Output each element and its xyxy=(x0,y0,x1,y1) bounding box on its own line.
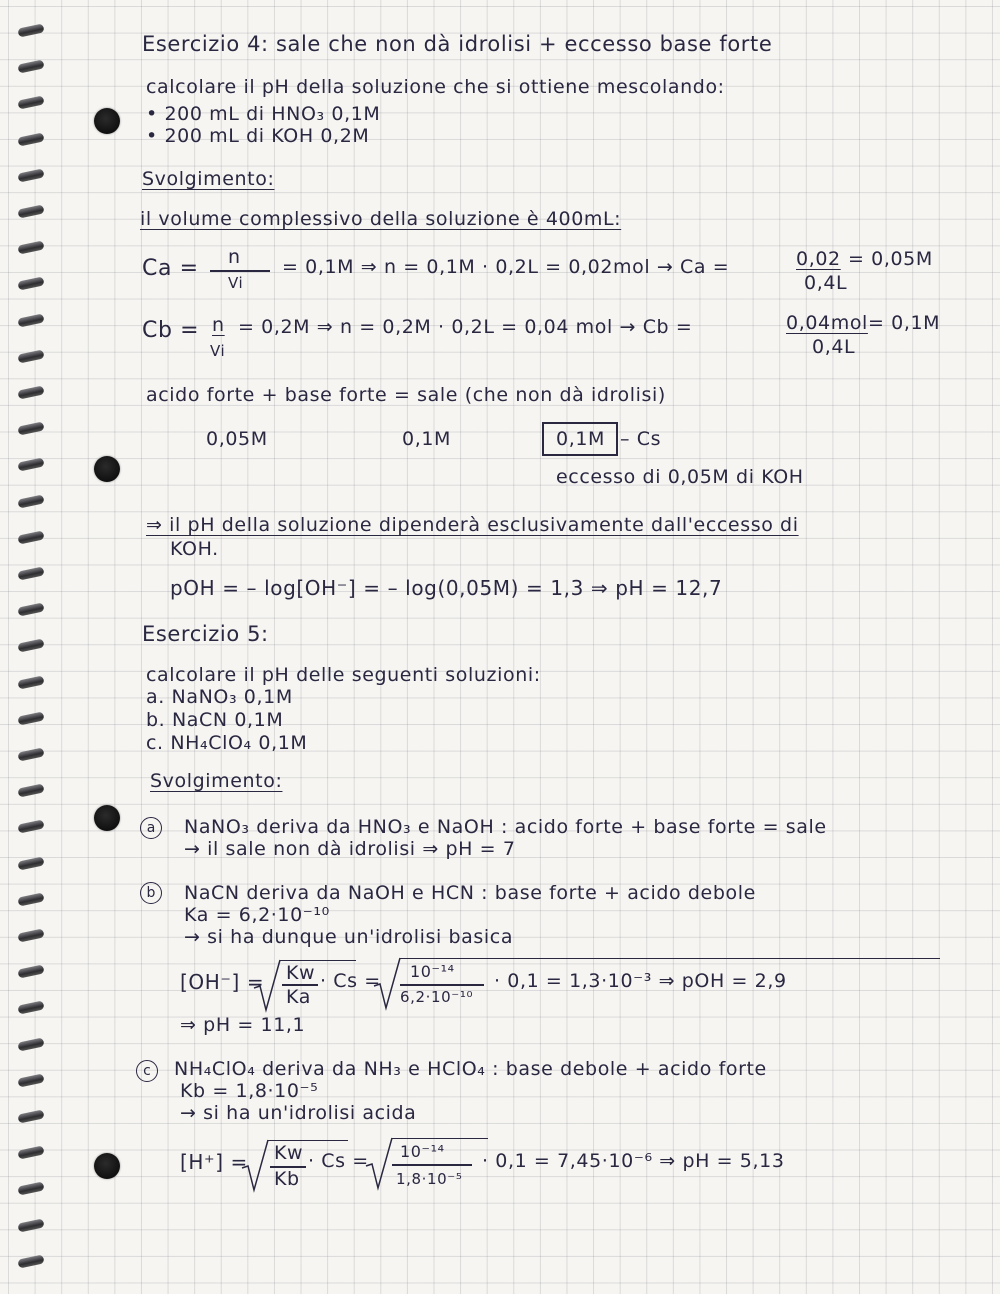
sqrt-overline xyxy=(280,960,356,961)
part-a-line-2: → il sale non dà idrolisi ⇒ pH = 7 xyxy=(184,838,516,860)
volume-line: il volume complessivo della soluzione è 400mL: xyxy=(140,208,622,230)
b-rhs: · 0,1 = 1,3·10⁻³ ⇒ pOH = 2,9 xyxy=(494,970,787,992)
part-b-line-1: NaCN deriva da NaOH e HCN : base forte + acido debole xyxy=(184,882,756,904)
list-item: c. NH₄ClO₄ 0,1M xyxy=(146,732,308,754)
part-c-kb: Kb = 1,8·10⁻⁵ xyxy=(180,1080,319,1102)
part-b-line-3: → si ha dunque un'idrolisi basica xyxy=(184,926,514,948)
b-num: 10⁻¹⁴ xyxy=(410,962,455,981)
ca-lhs: Ca = xyxy=(142,256,199,281)
svolgimento-heading-2: Svolgimento: xyxy=(150,770,283,792)
part-b-ka: Ka = 6,2·10⁻¹⁰ xyxy=(184,904,330,926)
part-a-line-1: NaNO₃ deriva da HNO₃ e NaOH : acido forte + base forte = sale xyxy=(184,816,827,838)
sqrt-sign xyxy=(364,1136,394,1192)
part-c-line-3: → si ha un'idrolisi acida xyxy=(180,1102,417,1124)
salt-conc: 0,1M xyxy=(556,428,606,450)
b-result: ⇒ pH = 11,1 xyxy=(180,1014,306,1036)
exercise-5-prompt: calcolare il pH delle seguenti soluzioni: xyxy=(146,664,541,686)
h-lhs: [H⁺] = xyxy=(180,1150,248,1174)
oh-lhs: [OH⁻] = xyxy=(180,970,265,994)
cb-rhs: = 0,2M ⇒ n = 0,2M · 0,2L = 0,04 mol → Cb = xyxy=(238,316,693,338)
ca-rhs: = 0,1M ⇒ n = 0,1M · 0,2L = 0,02mol → Ca = xyxy=(282,256,730,278)
sqrt-sign xyxy=(252,958,282,1014)
c-cs: · Cs = xyxy=(308,1150,369,1172)
fraction-bar xyxy=(400,984,484,986)
c-inner-num: Kw xyxy=(274,1142,304,1164)
ca-den: Vi xyxy=(228,274,244,292)
bullet-item: • 200 mL di HNO₃ 0,1M xyxy=(146,103,381,125)
sqrt-sign xyxy=(372,956,402,1012)
ca-frac-den: 0,4L xyxy=(804,272,848,294)
exercise-5-title: Esercizio 5: xyxy=(142,622,269,646)
marker-c: c xyxy=(136,1060,158,1082)
base-conc: 0,1M xyxy=(402,428,452,450)
fraction-bar xyxy=(392,1164,472,1166)
bullet-item: • 200 mL di KOH 0,2M xyxy=(146,125,370,147)
cb-num: n xyxy=(212,314,225,336)
part-c-line-1: NH₄ClO₄ deriva da NH₃ e HClO₄ : base debole + acido forte xyxy=(174,1058,767,1080)
sqrt-overline xyxy=(392,1138,488,1139)
b-cs: · Cs = xyxy=(320,970,381,992)
cb-den: Vi xyxy=(210,342,226,360)
sqrt-overline xyxy=(268,1140,348,1141)
list-item: a. NaNO₃ 0,1M xyxy=(146,686,293,708)
ca-frac-num: 0,02 xyxy=(796,248,841,270)
b-inner-den: Ka xyxy=(286,986,311,1008)
conclusion-line-1: ⇒ il pH della soluzione dipenderà esclusivamente dall'eccesso di xyxy=(146,514,799,536)
item-text: 200 mL di KOH 0,2M xyxy=(164,125,370,147)
exercise-4-title: Esercizio 4: sale che non dà idrolisi + eccesso base forte xyxy=(142,32,773,56)
item-text: 200 mL di HNO₃ 0,1M xyxy=(164,103,381,125)
cb-frac-num: 0,04mol xyxy=(786,312,868,334)
acid-conc: 0,05M xyxy=(206,428,268,450)
marker-a: a xyxy=(140,817,162,839)
svolgimento-heading: Svolgimento: xyxy=(142,168,275,190)
b-den: 6,2·10⁻¹⁰ xyxy=(400,988,474,1006)
sqrt-sign xyxy=(240,1138,270,1194)
cs-label: – Cs xyxy=(620,428,662,450)
exercise-4-prompt: calcolare il pH della soluzione che si ottiene mescolando: xyxy=(146,76,725,98)
excess-line: eccesso di 0,05M di KOH xyxy=(556,466,804,488)
conclusion-line-2: KOH. xyxy=(170,538,219,560)
c-inner-den: Kb xyxy=(274,1168,300,1190)
c-den: 1,8·10⁻⁵ xyxy=(396,1170,463,1188)
reaction-line: acido forte + base forte = sale (che non dà idrolisi) xyxy=(146,384,666,406)
c-num: 10⁻¹⁴ xyxy=(400,1142,445,1161)
sqrt-overline xyxy=(400,958,940,959)
list-item: b. NaCN 0,1M xyxy=(146,709,284,731)
cb-lhs: Cb = xyxy=(142,318,200,343)
ca-num: n xyxy=(228,246,241,268)
c-rhs: · 0,1 = 7,45·10⁻⁶ ⇒ pH = 5,13 xyxy=(482,1150,785,1172)
ca-result: = 0,05M xyxy=(848,248,933,270)
cb-frac-den: 0,4L xyxy=(812,336,856,358)
poh-line: pOH = – log[OH⁻] = – log(0,05M) = 1,3 ⇒ pH = 12,7 xyxy=(170,576,723,600)
fraction-bar xyxy=(210,270,270,272)
marker-b: b xyxy=(140,882,162,904)
cb-result: = 0,1M xyxy=(868,312,941,334)
b-inner-num: Kw xyxy=(286,962,316,984)
